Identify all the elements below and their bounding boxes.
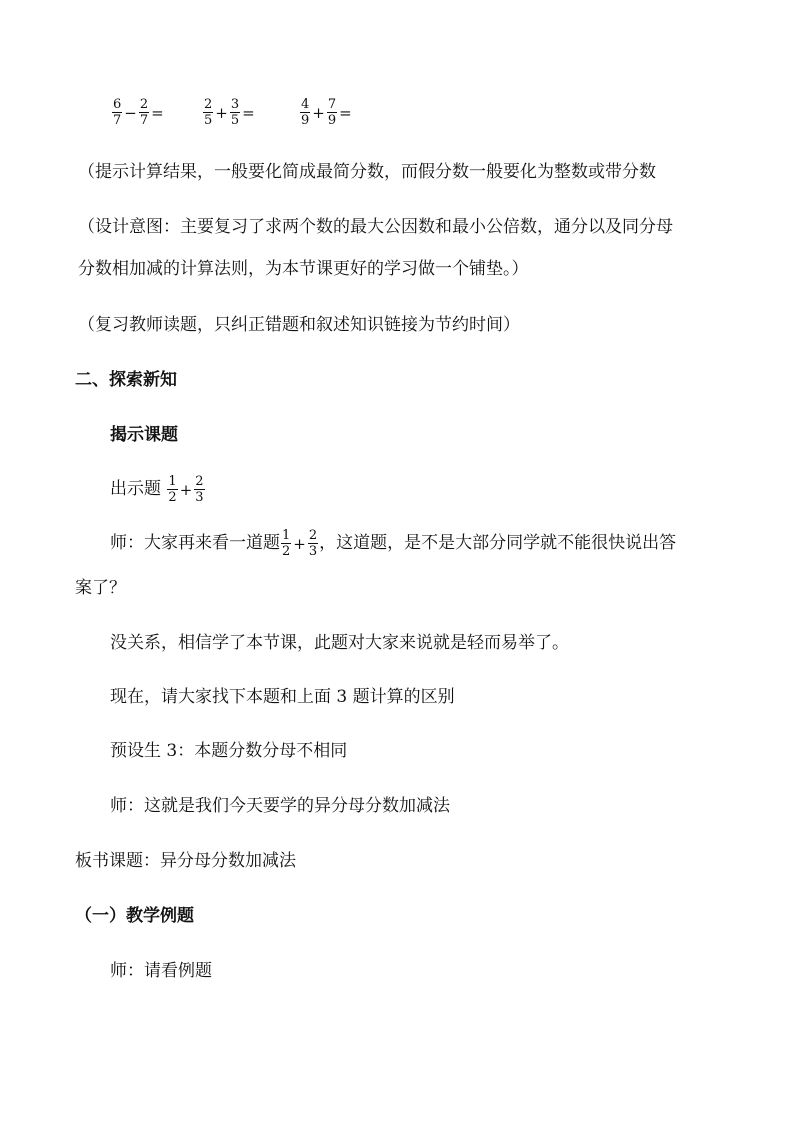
fraction: $\frac{2}{3}$ <box>195 474 204 505</box>
teacher-question-line-cont: 案了？ <box>75 578 126 598</box>
subheading-reveal-topic: 揭示课题 <box>110 425 178 445</box>
teacher-topic-line: 师：这就是我们今天要学的异分母分数加减法 <box>110 796 450 816</box>
teacher-question-line: 师：大家再来看一道题 $\frac{1}{2}$ + $\frac{2}{3}$ ，这道题，是不是大部分同学就不能很快说出答 <box>110 528 677 559</box>
subsection-teaching-example: （一）教学例题 <box>75 906 194 926</box>
fraction: $\frac{1}{2}$ <box>168 474 177 505</box>
fraction: $\frac{6}{7}$ <box>113 97 122 128</box>
board-title-line: 板书课题：异分母分数加减法 <box>75 851 296 871</box>
teacher-example-line: 师：请看例题 <box>110 961 212 981</box>
reassure-line: 没关系，相信学了本节课，此题对大家来说就是轻而易举了。 <box>110 633 569 653</box>
exercise-1: $\frac{6}{7}$ − $\frac{2}{7}$ = <box>113 97 164 128</box>
student-answer-line: 预设生 3：本题分数分母不相同 <box>110 741 348 761</box>
fraction: $\frac{2}{3}$ <box>308 528 318 559</box>
design-intent-line-2: 分数相加减的计算法则，为本节课更好的学习做一个铺垫。） <box>78 259 529 279</box>
fraction: $\frac{1}{2}$ <box>282 528 291 559</box>
fraction: $\frac{2}{7}$ <box>139 97 149 128</box>
section-heading-explore: 二、探索新知 <box>75 370 177 390</box>
fraction: $\frac{7}{9}$ <box>327 97 337 128</box>
exercise-2: $\frac{2}{5}$ + $\frac{3}{5}$ = <box>204 97 255 128</box>
design-intent-line-1: （设计意图：主要复习了求两个数的最大公因数和最小公倍数，通分以及同分母 <box>78 217 673 237</box>
exercise-3: $\frac{4}{9}$ + $\frac{7}{9}$ = <box>301 97 352 128</box>
fraction: $\frac{2}{5}$ <box>204 97 213 128</box>
hint-line: （提示计算结果，一般要化简成最简分数，而假分数一般要化为整数或带分数 <box>78 162 656 182</box>
review-note: （复习教师读题，只纠正错题和叙述知识链接为节约时间） <box>78 315 520 335</box>
show-problem-line: 出示题 $\frac{1}{2}$ + $\frac{2}{3}$ <box>110 474 204 505</box>
find-difference-line: 现在，请大家找下本题和上面 3 题计算的区别 <box>110 687 455 707</box>
fraction: $\frac{3}{5}$ <box>230 97 240 128</box>
fraction: $\frac{4}{9}$ <box>301 97 310 128</box>
